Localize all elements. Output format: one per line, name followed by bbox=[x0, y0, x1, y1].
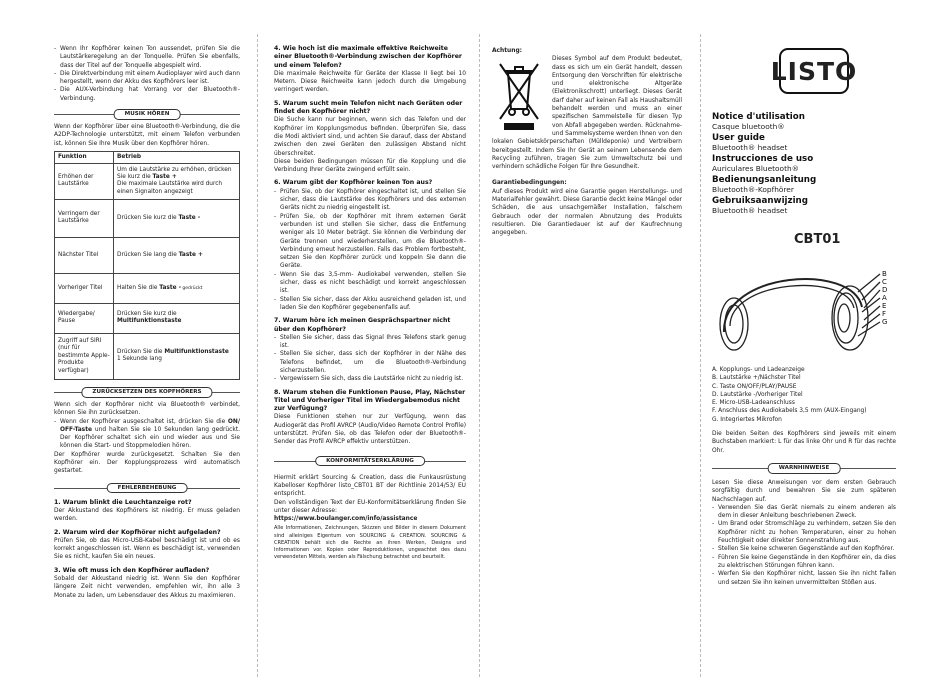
list-item: - Wenn der Kopfhörer ausgeschaltet ist, drücken Sie die ON/ OFF-Taste und halten Sie sie 10 Sekunden lang gedrückt. Der Kopfhörer schaltet sich ein und wieder aus und Sie können die Start- und Stoppmelodien hören. bbox=[54, 418, 240, 451]
table-cell: Nächster Titel bbox=[55, 237, 114, 273]
table-cell: Drücken Sie kurz die Taste - bbox=[114, 199, 240, 237]
title-desc: Auriculares Bluetooth® bbox=[712, 164, 800, 173]
warnings-intro: Lesen Sie diese Anweisungen vor dem ersten Gebrauch sorgfältig durch und bewahren Sie sie zum späteren Nachschlagen auf. bbox=[712, 479, 896, 503]
diagram-label: C bbox=[882, 278, 887, 286]
list-item: - Verwenden Sie das Gerät niemals zu einem anderen als dem in dieser Anleitung beschriebenen Zweck. bbox=[712, 504, 896, 521]
list-item: - Stellen Sie sicher, dass sich der Kopfhörer in der Nähe des Telefons befindet, um die Bluetooth®-Verbindung sicherzustellen. bbox=[274, 350, 466, 375]
weee-bin-icon bbox=[496, 59, 544, 133]
title-desc: Bluetooth®-Kopfhörer bbox=[712, 185, 794, 194]
table-row bbox=[55, 163, 240, 199]
column-3 bbox=[492, 0, 682, 677]
reset-intro: Wenn sich der Kopfhörer nicht via Bluetooth® verbindet, können Sie ihn zurücksetzen. bbox=[54, 401, 240, 417]
conformity-url[interactable]: https://www.boulanger.com/info/assistance bbox=[274, 516, 418, 523]
table-cell: Drücken Sie lang die Taste + bbox=[114, 237, 240, 273]
weee-text: Dieses Symbol auf dem Produkt bedeutet, dass es sich um ein Gerät handelt, dessen Entsorgung den Vorschriften für elektrische und elektronische Altgeräte (Elektronikschrott) unterliegt. Dieses Gerät darf daher auf keinen Fall als Haushaltsmüll behandelt werden und muss an einer spezifischen Sammelstelle für diesen Typ von Abfall abgegeben werden. Rücknahme- und Sammelsysteme werden Ihnen von den lokalen Gebietskörperschaften (Mülldeponie) und Vertreibern bereitgestellt. Indem Sie Ihr Gerät an seinem Lebensende dem Recycling zuführen, tragen Sie zum Umweltschutz bei und verhindern schädliche Folgen für Ihre Gesundheit. bbox=[492, 56, 682, 171]
column-4 bbox=[712, 0, 896, 677]
section-header-conformity: KONFORMITÄTSERKLÄRUNG bbox=[274, 456, 466, 466]
guide-titles bbox=[712, 112, 896, 217]
diagram-label: A bbox=[882, 294, 887, 302]
conformity-text: Hiermit erklärt Sourcing & Creation, dass die Funkausrüstung Kabelloser Kopfhörer listo_CBT01 BT der Richtlinie 2014/53/ EU entspricht. bbox=[274, 474, 466, 498]
faq-question: 5. Warum sucht mein Telefon nicht nach Geräten oder findet den Kopfhörer nicht? bbox=[274, 99, 463, 116]
table-header: Betrieb bbox=[114, 151, 240, 163]
diagram-label: B bbox=[882, 270, 887, 278]
faq-answer: Diese Funktionen stehen nur zur Verfügung, wenn das Audiogerät das Profil AVRCP (Audio/Video Remote Control Profile) unterstützt. Prüfen Sie, ob das Telefon oder der Bluetooth®-Sender das Profil AVRCP effektiv unterstützen. bbox=[274, 414, 466, 446]
list-item: - Wenn Sie das 3,5-mm- Audiokabel verwenden, stellen Sie sicher, dass es nicht beschädigt und korrekt angeschlossen ist. bbox=[274, 271, 466, 296]
table-cell: Halten Sie die Taste - gedrückt bbox=[114, 273, 240, 303]
function-table bbox=[54, 151, 240, 380]
faq-question: 6. Warum gibt der Kopfhörer keinen Ton aus? bbox=[274, 179, 433, 187]
faq-answer: Die Suche kann nur beginnen, wenn sich das Telefon und der Kopfhörer im Kopplungsmodus befinden. Überprüfen Sie, dass die Modi aktiviert sind, und achten Sie darauf, dass der Abstand zwischen den zwei Geräten den zulässigen Abstand nicht überschreitet. bbox=[274, 117, 466, 157]
list-item: - Die AUX-Verbindung hat Vorrang vor der Bluetooth®-Verbindung. bbox=[54, 86, 240, 103]
column-divider bbox=[257, 34, 258, 677]
column-2 bbox=[274, 0, 466, 677]
column-divider bbox=[479, 34, 480, 677]
title-lang: Notice d'utilisation bbox=[712, 112, 805, 122]
conformity-text: Den vollständigen Text der EU-Konformitätserklärung finden Sie unter dieser Adresse: bbox=[274, 499, 466, 514]
faq-answer: Die maximale Reichweite für Geräte der Klasse II liegt bei 10 Metern. Diese Reichweite kann jedoch durch die Umgebung verringert werden. bbox=[274, 70, 466, 94]
legal-notice: Alle Informationen, Zeichnungen, Skizzen und Bilder in diesem Dokument sind alleiniges Eigentum von SOURCING & CREATION. SOURCING & CREATION behält sich die Rechte an ihren Werken, Designs und Informationen vor. Kopien oder Reproduktionen, ungeachtet des dazu verwendeten Mittels, werden als Fälschung betrachtet und beurteilt. bbox=[274, 525, 466, 561]
list-item: D. Lautstärke -/Vorheriger Titel bbox=[712, 391, 803, 398]
music-intro: Wenn der Kopfhörer über eine Bluetooth®-Verbindung, die die A2DP-Technologie unterstützt, mit einem Telefon verbunden ist, können Sie Ihre Musik über den Kopfhörer hören. bbox=[54, 124, 240, 147]
headphone-diagram bbox=[712, 262, 896, 358]
list-item: - Um Brand oder Stromschläge zu verhindern, setzen Sie den Kopfhörer nicht zu hohen Temperaturen, einer zu hohen Feuchtigkeit oder direkter Sonnenstrahlung aus. bbox=[712, 520, 896, 545]
title-desc: Casque bluetooth® bbox=[712, 122, 785, 131]
list-item: - Führen Sie keine Gegenstände in den Kopfhörer ein, da dies zu elektrischen Störungen führen kann. bbox=[712, 554, 896, 571]
faq-answer: Prüfen Sie, ob das Micro-USB-Kabel beschädigt ist und ob es korrekt angeschlossen ist. Wenn es beschädigt ist, verwenden Sie es nicht, kaufen Sie ein neues. bbox=[54, 537, 240, 561]
warranty-text: Auf dieses Produkt wird eine Garantie gegen Herstellungs- und Materialfehler gewährt. Diese Garantie deckt keine Mängel oder Schäden, die aus unsachgemäßer Installation, falschem Gebrauch oder der normalen Abnutzung des Produkts resultieren. Die Garantiedauer ist auf der Kaufrechnung angegeben. bbox=[492, 188, 682, 237]
table-cell: Um die Lautstärke zu erhöhen, drücken Sie kurz die Taste + Die maximale Lautstärke wird durch einen Signalton angezeigt bbox=[114, 163, 240, 199]
warning-label: Achtung: bbox=[492, 48, 523, 54]
diagram-label: D bbox=[882, 286, 888, 294]
list-item: - Prüfen Sie, ob der Kopfhörer eingeschaltet ist, und stellen Sie sicher, dass die Lautstärke des Kopfhörers und des externen Geräts nicht zu niedrig eingestellt ist. bbox=[274, 188, 466, 213]
column-1 bbox=[54, 0, 240, 677]
list-item: B. Lautstärke +/Nächster Titel bbox=[712, 375, 801, 382]
model-number: CBT01 bbox=[794, 232, 841, 247]
intro-bullets bbox=[54, 45, 240, 103]
diagram-label: E bbox=[882, 302, 887, 310]
table-cell: Vorheriger Titel bbox=[55, 273, 114, 303]
table-cell: Verringern der Lautstärke bbox=[55, 199, 114, 237]
list-item: - Stellen Sie sicher, dass der Akku ausreichend geladen ist, und laden Sie den Kopfhörer gegebenenfalls auf. bbox=[274, 296, 466, 313]
faq-answer: Sobald der Akkustand niedrig ist. Wenn Sie den Kopfhörer längere Zeit nicht verwenden, empfehlen wir, ihn alle 3 Monate zu laden, um Lebensdauer des Akkus zu maximieren. bbox=[54, 576, 240, 599]
sides-note: Die beiden Seiten des Kopfhörers sind jeweils mit einem Buchstaben markiert: L für das linke Ohr und R für das rechte Ohr. bbox=[712, 431, 896, 454]
section-header-troubleshooting: FEHLERBEHEBUNG bbox=[54, 483, 240, 493]
list-item: E. Micro-USB-Ladeanschluss bbox=[712, 400, 795, 407]
list-item: - Werfen Sie den Kopfhörer nicht, lassen Sie ihn nicht fallen und setzen Sie ihn keinen unvermittelten Stößen aus. bbox=[712, 570, 896, 587]
faq-question: 1. Warum blinkt die Leuchtanzeige rot? bbox=[54, 498, 192, 506]
faq-answer: Diese beiden Bedingungen müssen für die Kopplung und die Verbindung Ihrer Geräte zwingend erfüllt sein. bbox=[274, 158, 466, 174]
faq-question: 8. Warum stehen die Funktionen Pause, Play, Nächster Titel und Vorheriger Titel im Wiedergabemodus nicht zur Verfügung? bbox=[274, 388, 466, 413]
list-item: - Wenn Ihr Kopfhörer keinen Ton aussendet, prüfen Sie die Lautstärkeregelung an der Tonquelle. Prüfen Sie ebenfalls, dass der Titel auf der Tonquelle abgespielt wird. bbox=[54, 45, 240, 70]
list-item: - Stellen Sie sicher, dass das Signal Ihres Telefons stark genug ist. bbox=[274, 334, 466, 351]
list-item: F. Anschluss des Audiokabels 3,5 mm (AUX-Eingang) bbox=[712, 408, 867, 415]
table-cell: Zugriff auf SIRI (nur für bestimmte Apple-Produkte verfügbar) bbox=[55, 333, 114, 379]
title-desc: Bluetooth® headset bbox=[712, 206, 788, 215]
list-item: - Prüfen Sie, ob der Kopfhörer mit Ihrem externen Gerät verbunden ist und stellen Sie sicher, dass die Entfernung weniger als 10 Meter beträgt. Sie können die Verbindung der Geräte trennen und wiederherstellen, um die Bluetooth®-Verbindung erneut herzustellen. Falls das Problem fortbesteht, setzen Sie den Kopfhörer zurück und koppeln Sie dann die Geräte. bbox=[274, 213, 466, 271]
table-cell: Wiedergabe/ Pause bbox=[55, 303, 114, 333]
title-lang: User guide bbox=[712, 133, 765, 143]
table-header-row bbox=[55, 151, 240, 163]
table-cell: Drücken Sie die Multifunktionstaste 1 Sekunde lang bbox=[114, 333, 240, 379]
title-lang: Bedienungsanleitung bbox=[712, 175, 817, 185]
table-row bbox=[55, 303, 240, 333]
table-cell: Drücken Sie kurz die Multifunktionstaste bbox=[114, 303, 240, 333]
faq-question: 2. Warum wird der Kopfhörer nicht aufgeladen? bbox=[54, 528, 221, 536]
table-row bbox=[55, 237, 240, 273]
list-item: G. Integriertes Mikrofon bbox=[712, 416, 782, 423]
faq-question: 3. Wie oft muss ich den Kopfhörer aufladen? bbox=[54, 566, 210, 574]
table-row bbox=[55, 273, 240, 303]
diagram-label: F bbox=[882, 310, 887, 318]
title-lang: Instrucciones de uso bbox=[712, 154, 814, 164]
list-item: C. Taste ON/OFF/PLAY/PAUSE bbox=[712, 383, 797, 390]
list-item: - Stellen Sie keine schweren Gegenstände auf den Kopfhörer. bbox=[712, 545, 896, 553]
table-row bbox=[55, 333, 240, 379]
list-item: - Die Direktverbindung mit einem Audioplayer wird auch dann hergestellt, wenn der Akku des Kopfhörers leer ist. bbox=[54, 70, 240, 87]
table-cell: Erhöhen der Lautstärke bbox=[55, 163, 114, 199]
table-row bbox=[55, 199, 240, 237]
section-header-music: MUSIK HÖREN bbox=[54, 109, 240, 119]
faq-question: 4. Wie hoch ist die maximale effektive Reichweite einer Bluetooth®-Verbindung zwischen der Kopfhörer und einem Telefon? bbox=[274, 45, 462, 69]
reset-outro: Der Kopfhörer wurde zurückgesetzt. Schalten Sie den Kopfhörer ein. Der Kopplungsprozess wird automatisch gestartet. bbox=[54, 451, 240, 475]
list-item: - Vergewissern Sie sich, dass die Lautstärke nicht zu niedrig ist. bbox=[274, 375, 466, 383]
table-header: Funktion bbox=[55, 151, 114, 163]
parts-list bbox=[712, 366, 896, 587]
brand-logo: LISTO bbox=[779, 48, 849, 94]
title-lang: Gebruiksaanwijzing bbox=[712, 196, 808, 206]
section-header-reset: ZURÜCKSETZEN DES KOPFHÖRERS bbox=[54, 387, 240, 397]
faq-answer: Der Akkustand des Kopfhörers ist niedrig. Er muss geladen werden. bbox=[54, 507, 240, 523]
title-desc: Bluetooth® headset bbox=[712, 143, 788, 152]
diagram-label: G bbox=[882, 318, 888, 326]
warranty-title: Garantiebedingungen: bbox=[492, 180, 567, 187]
list-item: A. Kopplungs- und Ladeanzeige bbox=[712, 367, 805, 373]
faq-question: 7. Warum höre ich meinen Gesprächspartner nicht über den Kopfhörer? bbox=[274, 317, 451, 333]
section-header-warnings: WARNHINWEISE bbox=[712, 463, 896, 473]
column-divider bbox=[700, 34, 701, 677]
